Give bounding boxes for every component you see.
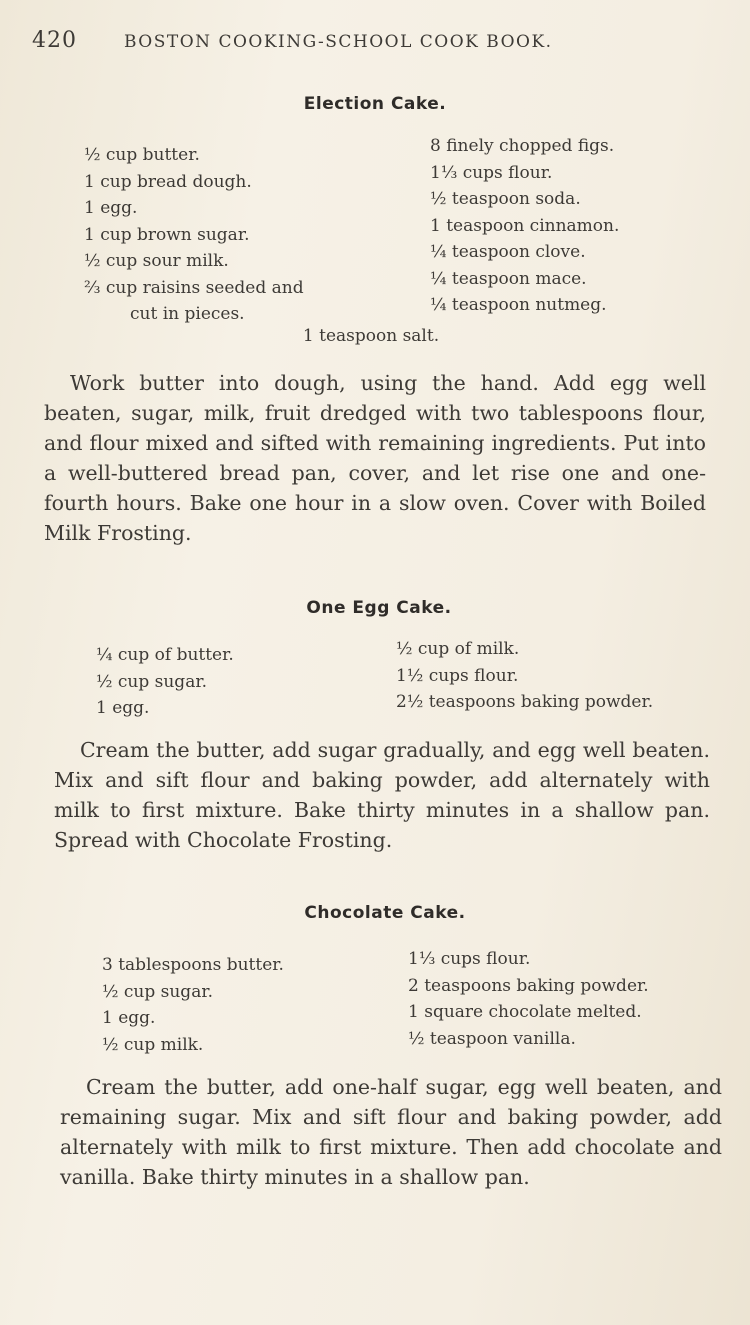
ingredient: 1⅓ cups flour. <box>430 162 553 183</box>
ingredient: ¼ teaspoon clove. <box>430 242 586 262</box>
ingredient: ½ cup butter. <box>84 145 200 165</box>
ingredient: ¼ teaspoon mace. <box>430 268 587 289</box>
ingredient: 1 egg. <box>84 198 138 218</box>
ingredient: ¼ teaspoon nutmeg. <box>430 295 607 315</box>
ingredient: 1 cup brown sugar. <box>84 224 250 245</box>
ingredients-right-chocolate-cake <box>408 946 649 1052</box>
ingredient: ¼ cup of butter. <box>96 645 234 665</box>
ingredient: 1 egg. <box>96 698 150 718</box>
ingredients-left-election-cake <box>84 142 304 328</box>
ingredient: 2½ teaspoons baking powder. <box>396 692 654 712</box>
ingredient: ½ teaspoon vanilla. <box>408 1028 576 1049</box>
ingredient: ½ cup sugar. <box>96 671 207 692</box>
ingredient: 1 cup bread dough. <box>84 171 252 192</box>
ingredients-left-one-egg-cake <box>96 642 234 722</box>
ingredient: 3 tablespoons butter. <box>102 955 284 975</box>
ingredient: ⅔ cup raisins seeded and <box>84 277 304 298</box>
ingredient: ½ cup sugar. <box>102 981 213 1002</box>
ingredient: 1 square chocolate melted. <box>408 1002 642 1022</box>
ingredient: ½ teaspoon soda. <box>430 189 581 209</box>
ingredients-right-election-cake <box>430 133 619 319</box>
ingredient: 1 egg. <box>102 1008 156 1028</box>
recipe-title-one-egg-cake: One Egg Cake. <box>306 598 452 618</box>
page-header <box>32 28 730 62</box>
ingredient: 8 finely chopped figs. <box>430 136 615 156</box>
ingredient: ½ cup milk. <box>102 1034 204 1055</box>
ingredient: 1⅓ cups flour. <box>408 949 531 969</box>
page-number: 420 <box>32 28 77 53</box>
ingredient: 2 teaspoons baking powder. <box>408 975 649 996</box>
method-one-egg-cake: Cream the butter, add sugar gradually, and egg well beaten. Mix and sift flour and baking powder, add alternately with milk to first mixture. Bake thirty minutes in a shallow pan. Spread with Chocolate Frosting. <box>54 738 710 852</box>
recipe-title-chocolate-cake: Chocolate Cake. <box>304 903 466 923</box>
ingredients-right-one-egg-cake <box>396 636 653 716</box>
ingredients-left-chocolate-cake <box>102 952 284 1058</box>
running-title: BOSTON COOKING-SCHOOL COOK BOOK. <box>124 32 553 52</box>
method-chocolate-cake: Cream the butter, add one-half sugar, egg well beaten, and remaining sugar. Mix and sift flour and baking powder, add alternately with milk to first mixture. Then add chocolate and vanilla. Bake thirty minutes in a shallow pan. <box>60 1075 722 1189</box>
ingredient: ½ cup sour milk. <box>84 251 229 271</box>
method-election-cake: Work butter into dough, using the hand. Add egg well beaten, sugar, milk, fruit dredged with two tablespoons flour, and flour mixed and sifted with remaining ingredients. Put into a well-buttered bread pan, cover, and let rise one and one-fourth hours. Bake one hour in a slow oven. Cover with Boiled Milk Frosting. <box>44 371 706 545</box>
ingredient-salt: 1 teaspoon salt. <box>302 326 440 346</box>
ingredient: ½ cup of milk. <box>396 639 520 659</box>
ingredient: cut in pieces. <box>130 304 245 324</box>
recipe-title-election-cake: Election Cake. <box>303 94 447 114</box>
ingredient: 1 teaspoon cinnamon. <box>430 215 620 236</box>
ingredient: 1½ cups flour. <box>396 665 519 686</box>
